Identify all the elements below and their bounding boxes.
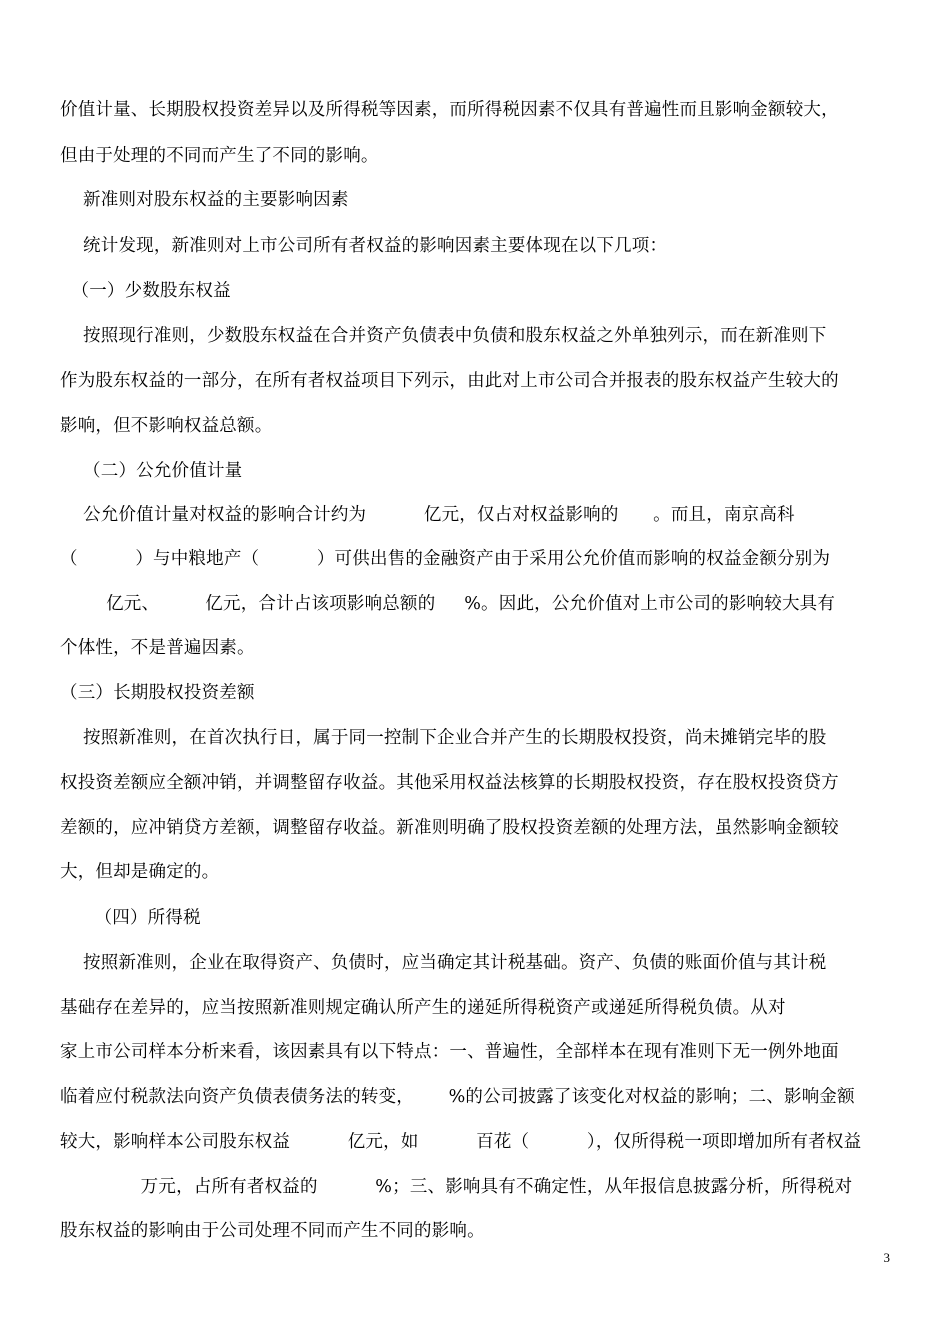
paragraph-line: 个体性，不是普遍因素。: [60, 638, 255, 658]
paragraph-line: 公允价值计量对权益的影响合计约为 亿元，仅占对权益影响的 。而且，南京高科: [60, 505, 795, 525]
page-number: 3: [883, 1250, 890, 1265]
paragraph-line: 但由于处理的不同而产生了不同的影响。: [60, 146, 379, 166]
paragraph-line: 权投资差额应全额冲销，并调整留存收益。其他采用权益法核算的长期股权投资，存在股权投资贷方: [60, 773, 839, 793]
paragraph-line: 影响，但不影响权益总额。: [60, 416, 273, 436]
paragraph-line: 按照新准则，企业在取得资产、负债时，应当确定其计税基础。资产、负债的账面价值与其计税: [60, 953, 827, 973]
paragraph-line: 亿元、 亿元，合计占该项影响总额的 %。因此，公允价值对上市公司的影响较大具有: [60, 594, 836, 614]
paragraph-line: 股东权益的影响由于公司处理不同而产生不同的影响。: [60, 1221, 485, 1241]
paragraph-line: 作为股东权益的一部分，在所有者权益项目下列示，由此对上市公司合并报表的股东权益产生较大的: [60, 371, 839, 391]
paragraph-line: 按照现行准则，少数股东权益在合并资产负债表中负债和股东权益之外单独列示，而在新准则下: [60, 326, 827, 346]
paragraph-line: 统计发现，新准则对上市公司所有者权益的影响因素主要体现在以下几项：: [60, 236, 668, 256]
paragraph-line: 按照新准则，在首次执行日，属于同一控制下企业合并产生的长期股权投资，尚未摊销完毕的股: [60, 728, 827, 748]
paragraph-line: 基础存在差异的，应当按照新准则规定确认所产生的递延所得税资产或递延所得税负债。从对: [60, 998, 786, 1018]
section-heading: （四）所得税: [60, 908, 201, 928]
paragraph-line: （ ）与中粮地产（ ）可供出售的金融资产由于采用公允价值而影响的权益金额分别为: [60, 549, 831, 569]
paragraph-line: 差额的，应冲销贷方差额，调整留存收益。新准则明确了股权投资差额的处理方法，虽然影响金额较: [60, 818, 839, 838]
section-heading: 新准则对股东权益的主要影响因素: [60, 190, 349, 210]
paragraph-line: 较大，影响样本公司股东权益 亿元，如 百花（ ），仅所得税一项即增加所有者权益: [60, 1132, 862, 1152]
section-heading: （三）长期股权投资差额: [60, 683, 255, 703]
paragraph-line: 临着应付税款法向资产负债表债务法的转变， %的公司披露了该变化对权益的影响；二、影响金额: [60, 1087, 855, 1107]
paragraph-line: 家上市公司样本分析来看，该因素具有以下特点：一、普遍性，全部样本在现有准则下无一例外地面: [60, 1042, 839, 1062]
paragraph-line: 万元，占所有者权益的 %；三、影响具有不确定性，从年报信息披露分析，所得税对: [60, 1177, 853, 1197]
section-heading: （一）少数股东权益: [60, 281, 231, 301]
section-heading: （二）公允价值计量: [60, 461, 243, 481]
paragraph-line: 价值计量、长期股权投资差异以及所得税等因素，而所得税因素不仅具有普遍性而且影响金额较大，: [60, 100, 839, 120]
paragraph-line: 大，但却是确定的。: [60, 862, 220, 882]
